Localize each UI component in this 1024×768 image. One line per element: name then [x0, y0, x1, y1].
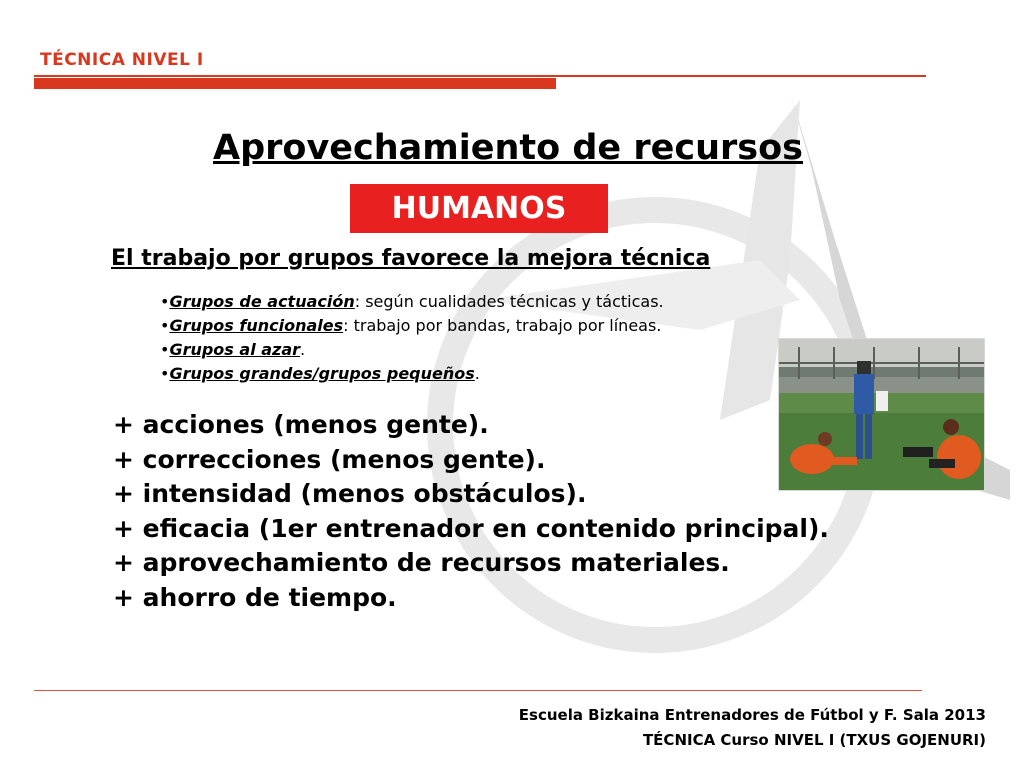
benefit-item: + acciones (menos gente). [113, 410, 489, 439]
group-description: : trabajo por bandas, trabajo por líneas. [343, 316, 662, 335]
header-rule-thin [34, 75, 926, 77]
group-term: Grupos al azar [169, 340, 301, 359]
footer-rule [34, 690, 922, 691]
slide-subtitle: El trabajo por grupos favorece la mejora técnica [111, 246, 711, 271]
footer-line-2: TÉCNICA Curso NIVEL I (TXUS GOJENURI) [642, 731, 986, 749]
list-item: •Grupos funcionales: trabajo por bandas, trabajo por líneas. [160, 316, 662, 335]
benefit-item: + aprovechamiento de recursos materiales. [113, 548, 730, 577]
footer-line-1: Escuela Bizkaina Entrenadores de Fútbol y F. Sala 2013 [518, 706, 986, 724]
group-description: : según cualidades técnicas y tácticas. [354, 292, 664, 311]
humanos-badge: HUMANOS [350, 184, 608, 233]
group-term: Grupos de actuación [169, 292, 355, 311]
list-item: •Grupos grandes/grupos pequeños. [160, 364, 480, 383]
benefit-item: + ahorro de tiempo. [113, 582, 397, 612]
training-photo [778, 338, 985, 491]
group-description: . [474, 364, 480, 383]
list-item: •Grupos de actuación: según cualidades técnicas y tácticas. [160, 292, 664, 311]
slide-title: Aprovechamiento de recursos [213, 128, 803, 168]
group-description: . [300, 340, 306, 359]
header-rule-thick [34, 78, 556, 89]
benefits-list [113, 408, 829, 615]
group-term: Grupos grandes/grupos pequeños [169, 364, 475, 383]
benefit-item: + intensidad (menos obstáculos). [113, 479, 587, 508]
list-item: •Grupos al azar. [160, 340, 306, 359]
benefit-item: + eficacia (1er entrenador en contenido principal). [113, 513, 829, 543]
benefit-item: + correcciones (menos gente). [113, 444, 546, 474]
group-term: Grupos funcionales [169, 316, 344, 335]
groups-list [160, 290, 664, 386]
section-label: TÉCNICA NIVEL I [40, 50, 204, 70]
